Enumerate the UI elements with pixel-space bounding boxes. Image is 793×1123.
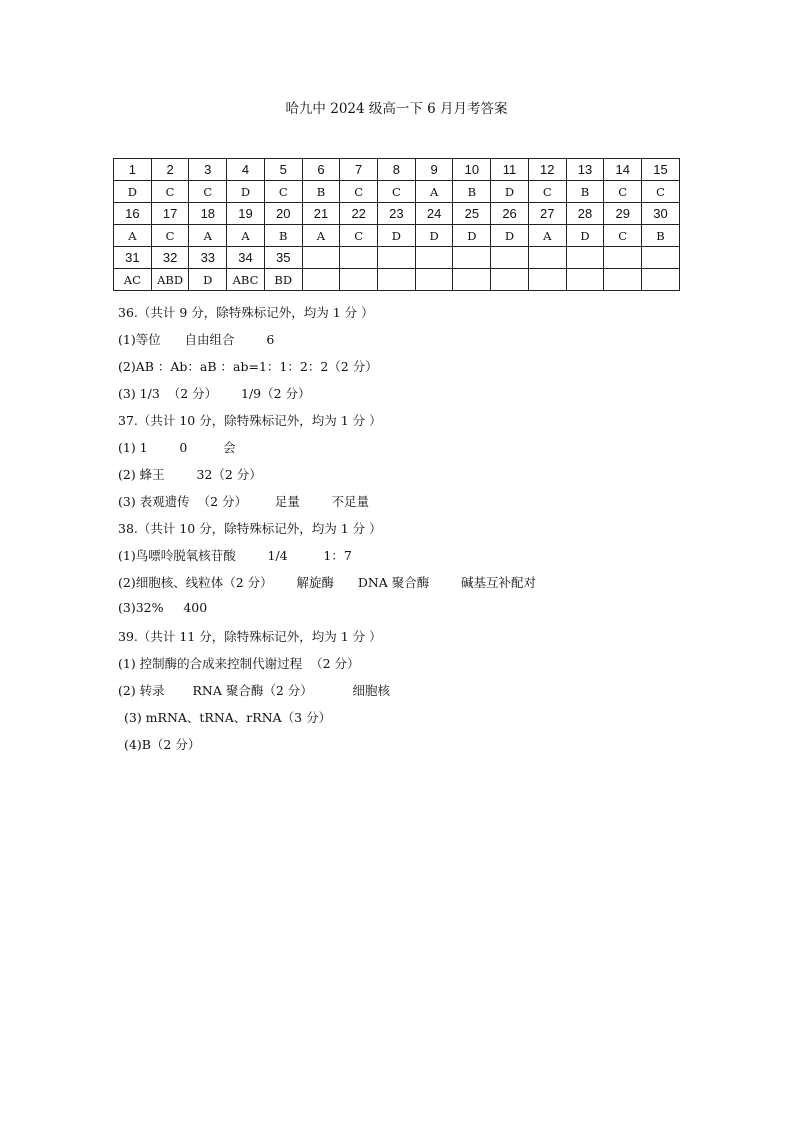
question-number-cell: 5 (264, 159, 302, 181)
answer-cell: C (340, 225, 378, 247)
question-header: 38.（共计 10 分，除特殊标记外，均为 1 分 ） (118, 521, 382, 536)
answer-cell: C (378, 181, 416, 203)
page-title: 哈九中 2024 级高一下 6 月月考答案 (285, 101, 508, 117)
question-number-cell (491, 247, 529, 269)
answer-cell: B (302, 181, 340, 203)
question-number-cell: 11 (491, 159, 529, 181)
question-number-cell (302, 247, 340, 269)
answer-cell: C (151, 181, 189, 203)
question-number-cell: 6 (302, 159, 340, 181)
question-number-cell: 7 (340, 159, 378, 181)
answer-line: (4)B（2 分） (124, 737, 201, 752)
question-header: 36.（共计 9 分，除特殊标记外，均为 1 分 ） (118, 305, 374, 320)
answer-cell: A (528, 225, 566, 247)
question-number-cell: 2 (151, 159, 189, 181)
question-number-cell (340, 247, 378, 269)
question-number-cell: 12 (528, 159, 566, 181)
answer-line: (2) 转录 RNA 聚合酶（2 分） 细胞核 (118, 683, 391, 698)
question-number-row (114, 159, 680, 181)
answer-cell: D (415, 225, 453, 247)
question-number-cell: 17 (151, 203, 189, 225)
answer-cell (491, 269, 529, 291)
answer-cell: BD (264, 269, 302, 291)
question-number-cell: 23 (378, 203, 416, 225)
answer-cell: D (566, 225, 604, 247)
question-number-cell: 29 (604, 203, 642, 225)
question-number-cell: 18 (189, 203, 227, 225)
answer-line: (2)细胞核、线粒体（2 分） 解旋酶 DNA 聚合酶 碱基互补配对 (118, 575, 537, 590)
answer-cell: D (114, 181, 152, 203)
question-number-cell: 31 (114, 247, 152, 269)
question-number-cell: 14 (604, 159, 642, 181)
answer-cell: D (378, 225, 416, 247)
answer-cell: D (491, 225, 529, 247)
answer-cell (642, 269, 680, 291)
answer-cell: B (642, 225, 680, 247)
question-number-cell: 24 (415, 203, 453, 225)
question-number-cell: 13 (566, 159, 604, 181)
answer-cell: D (491, 181, 529, 203)
answer-line: (3)32% 400 (118, 600, 208, 615)
answer-line: (3) mRNA、tRNA、rRNA（3 分） (124, 710, 332, 725)
answer-line: (1)等位 自由组合 6 (118, 332, 275, 347)
question-number-cell (378, 247, 416, 269)
answer-cell: AC (114, 269, 152, 291)
answer-cell: C (604, 225, 642, 247)
question-number-cell: 19 (227, 203, 265, 225)
question-number-cell: 3 (189, 159, 227, 181)
question-number-row (114, 247, 680, 269)
answer-cell: D (453, 225, 491, 247)
question-number-cell (453, 247, 491, 269)
answer-cell (302, 269, 340, 291)
answer-row (114, 269, 680, 291)
answer-cell: B (453, 181, 491, 203)
answer-cell: C (264, 181, 302, 203)
answer-row (114, 225, 680, 247)
answer-cell: C (604, 181, 642, 203)
answer-cell: C (642, 181, 680, 203)
question-number-cell: 21 (302, 203, 340, 225)
question-number-cell: 26 (491, 203, 529, 225)
answer-cell: A (189, 225, 227, 247)
question-number-cell: 35 (264, 247, 302, 269)
answer-line: (3) 表观遗传 （2 分） 足量 不足量 (118, 494, 370, 509)
answer-cell: A (302, 225, 340, 247)
answer-cell: D (227, 181, 265, 203)
question-header: 37.（共计 10 分，除特殊标记外，均为 1 分 ） (118, 413, 382, 428)
answer-cell: A (227, 225, 265, 247)
answer-line: (1)鸟嘌呤脱氧核苷酸 1/4 1：7 (118, 548, 352, 563)
answer-cell (340, 269, 378, 291)
question-number-cell: 28 (566, 203, 604, 225)
answer-table (113, 158, 680, 291)
answer-cell: C (340, 181, 378, 203)
answer-cell (453, 269, 491, 291)
answer-cell: C (189, 181, 227, 203)
question-number-cell: 27 (528, 203, 566, 225)
answer-cell (604, 269, 642, 291)
answer-cell: C (528, 181, 566, 203)
answer-line: (1) 控制酶的合成来控制代谢过程 （2 分） (118, 656, 360, 671)
question-number-cell: 20 (264, 203, 302, 225)
question-number-cell: 34 (227, 247, 265, 269)
question-number-cell: 10 (453, 159, 491, 181)
answer-cell (566, 269, 604, 291)
question-number-cell: 16 (114, 203, 152, 225)
question-number-cell: 33 (189, 247, 227, 269)
question-number-cell (604, 247, 642, 269)
question-number-cell: 30 (642, 203, 680, 225)
answer-cell: B (566, 181, 604, 203)
answer-line: (2)AB ：Ab：aB ：ab=1：1：2：2（2 分） (118, 359, 378, 374)
answer-cell: A (114, 225, 152, 247)
question-number-cell: 25 (453, 203, 491, 225)
answer-cell (528, 269, 566, 291)
answer-cell: D (189, 269, 227, 291)
answer-cell: ABC (227, 269, 265, 291)
question-number-cell: 9 (415, 159, 453, 181)
question-number-cell (566, 247, 604, 269)
answer-cell: ABD (151, 269, 189, 291)
question-number-cell: 15 (642, 159, 680, 181)
answer-cell (378, 269, 416, 291)
answer-line: (1) 1 0 会 (118, 440, 236, 455)
question-number-cell: 22 (340, 203, 378, 225)
question-number-cell (528, 247, 566, 269)
question-number-cell: 1 (114, 159, 152, 181)
answer-cell: C (151, 225, 189, 247)
answer-line: (2) 蜂王 32（2 分） (118, 467, 262, 482)
answer-line: (3) 1/3 （2 分） 1/9（2 分） (118, 386, 311, 401)
answer-row (114, 181, 680, 203)
question-header: 39.（共计 11 分，除特殊标记外，均为 1 分 ） (118, 629, 382, 644)
answer-cell: B (264, 225, 302, 247)
question-number-cell: 4 (227, 159, 265, 181)
question-number-cell (415, 247, 453, 269)
question-number-cell: 8 (378, 159, 416, 181)
answer-cell: A (415, 181, 453, 203)
question-number-row (114, 203, 680, 225)
question-number-cell: 32 (151, 247, 189, 269)
question-number-cell (642, 247, 680, 269)
answer-cell (415, 269, 453, 291)
